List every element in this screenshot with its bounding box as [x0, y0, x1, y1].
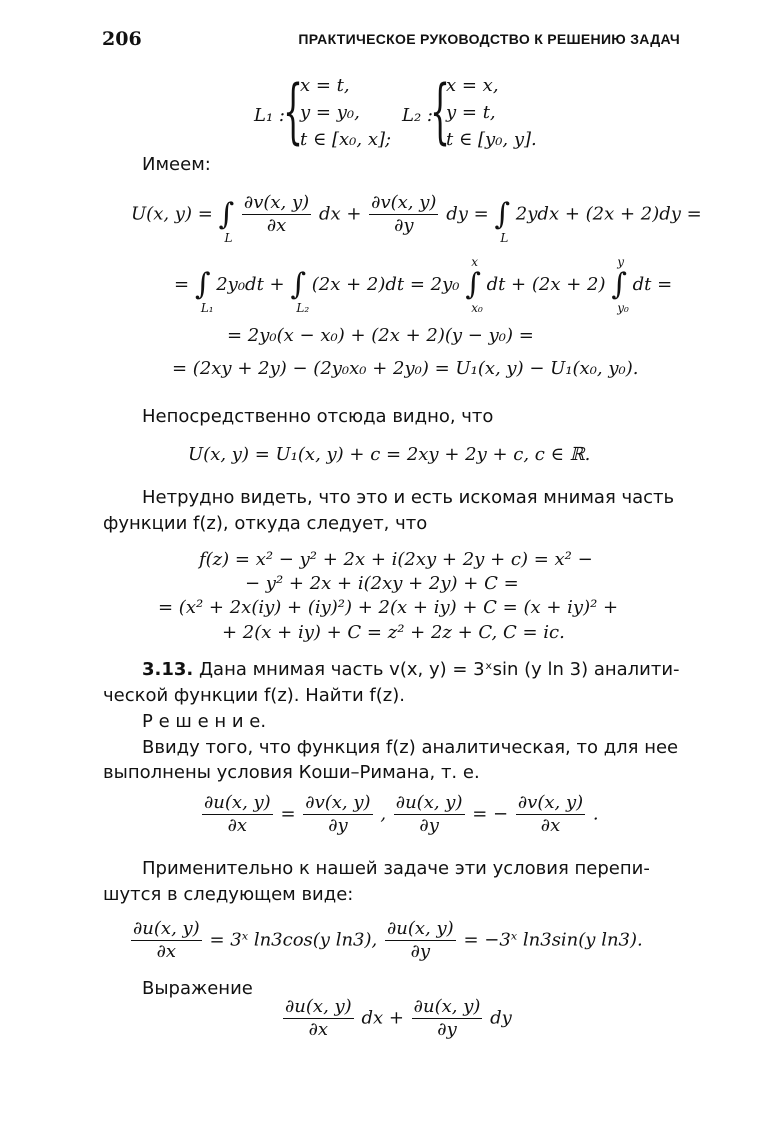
term: .: [592, 803, 599, 825]
denominator: ∂x: [266, 215, 287, 236]
system-l1-line: x = t,: [300, 75, 350, 96]
numerator: ∂v(x, y): [305, 792, 371, 813]
term: = −: [472, 803, 509, 825]
equation-specific-conditions: [129, 918, 643, 963]
system-l2-lines: [446, 72, 537, 153]
equation-line-2: [174, 255, 673, 315]
running-title: ПРАКТИЧЕСКОЕ РУКОВОДСТВО К РЕШЕНИЮ ЗАДАЧ: [298, 31, 680, 47]
integral-upper-limit: y: [617, 255, 625, 269]
text-primenitelno-line-2: шутся в следующем виде:: [103, 884, 354, 905]
equation-cauchy-riemann: [200, 792, 599, 837]
integral-lower-limit: L: [500, 230, 509, 245]
text-reshenie: Р е ш е н и е.: [142, 711, 267, 732]
system-l1-line: t ∈ [x₀, x];: [300, 129, 392, 150]
term: =: [174, 274, 190, 295]
fraction-du-dx: [131, 918, 202, 963]
term: dt + (2x + 2): [486, 274, 606, 295]
term: dx +: [361, 1007, 404, 1029]
term: ,: [380, 803, 387, 825]
system-l2-brace: {: [430, 70, 451, 152]
numerator: ∂u(x, y): [386, 918, 454, 939]
numerator: ∂u(x, y): [133, 918, 200, 939]
equation-u-result: U(x, y) = U₁(x, y) + c = 2xy + 2y + c, c ∈ ℝ.: [188, 444, 591, 465]
term: dy =: [446, 203, 489, 225]
numerator: ∂v(x, y): [371, 192, 437, 213]
denominator: ∂x: [156, 941, 177, 962]
equation-line-3: = 2y₀(x − x₀) + (2x + 2)(y − y₀) =: [227, 325, 534, 346]
fraction-dv-dy: [303, 792, 372, 837]
numerator: ∂u(x, y): [285, 996, 352, 1017]
term: dy: [490, 1007, 512, 1029]
denominator: ∂y: [419, 815, 439, 836]
denominator: ∂y: [410, 941, 431, 962]
numerator: ∂v(x, y): [517, 792, 584, 813]
text-vvidu-line-1: Ввиду того, что функция f(z) аналитическая, то для нее: [142, 737, 679, 758]
system-l1-brace: {: [283, 70, 304, 152]
system-l1-label: L₁ :: [254, 105, 285, 126]
term: = −3ˣ ln3sin(y ln3).: [463, 929, 643, 951]
integral-lower-limit: L: [224, 230, 233, 245]
denominator: ∂x: [540, 815, 561, 836]
fraction-dv-dx: [242, 192, 311, 237]
term: = 3ˣ ln3cos(y ln3),: [209, 929, 378, 951]
integral-lower-limit: L₁: [200, 301, 214, 315]
integral-sign: ∫ x x₀: [465, 255, 483, 315]
integral-lower-limit: L₂: [296, 301, 310, 315]
equation-f-line-1: f(z) = x² − y² + 2x + i(2xy + 2y + c) = x² −: [199, 549, 593, 570]
fraction-du-dx: [202, 792, 273, 837]
problem-line-2: ческой функции f(z). Найти f(z).: [103, 685, 405, 706]
system-l1-line: y = y₀,: [300, 102, 360, 123]
integral-sign: ∫ L₁: [194, 267, 214, 315]
problem-text: Дана мнимая часть v(x, y) = 3ˣsin (y ln 3) аналити-: [198, 659, 680, 680]
text-vvidu-line-2: выполнены условия Коши–Римана, т. е.: [103, 762, 480, 783]
integral-sign: ∫ L: [494, 196, 511, 245]
term: =: [280, 803, 296, 825]
system-l2-label: L₂ :: [402, 105, 433, 126]
denominator: ∂x: [227, 815, 248, 836]
term: dt =: [632, 274, 673, 295]
fraction-dv-dy: [369, 192, 438, 237]
denominator: ∂y: [437, 1019, 457, 1040]
u-lhs: U(x, y) =: [131, 203, 213, 225]
integral-upper-limit: x: [471, 255, 478, 269]
equation-line-4: = (2xy + 2y) − (2y₀x₀ + 2y₀) = U₁(x, y) − U₁(x₀, y₀).: [172, 358, 639, 379]
fraction-du-dy: [385, 918, 456, 963]
fraction-dv-dx: [516, 792, 585, 837]
system-l1-lines: [300, 72, 391, 153]
numerator: ∂v(x, y): [243, 192, 310, 213]
term: (2x + 2)dt = 2y₀: [311, 274, 460, 295]
integral-lower-limit: y₀: [617, 301, 629, 315]
numerator: ∂u(x, y): [395, 792, 463, 813]
problem-line-1: [142, 657, 680, 683]
page-number: 206: [102, 28, 142, 50]
equation-f-line-2: − y² + 2x + i(2xy + 2y) + C =: [245, 573, 519, 594]
text-neposredstvenno: Непосредственно отсюда видно, что: [142, 406, 494, 427]
term: 2ydx + (2x + 2)dy =: [515, 203, 702, 225]
numerator: ∂u(x, y): [413, 996, 481, 1017]
text-primenitelno-line-1: Применительно к нашей задаче эти условия перепи-: [142, 858, 650, 879]
denominator: ∂y: [394, 215, 414, 236]
system-l2-line: t ∈ [y₀, y].: [446, 129, 537, 150]
integral-lower-limit: x₀: [471, 301, 483, 315]
text-vyrazhenie: Выражение: [142, 978, 253, 999]
system-l2-line: y = t,: [446, 102, 496, 123]
numerator: ∂u(x, y): [204, 792, 271, 813]
integral-sign: ∫ y y₀: [611, 255, 629, 315]
integral-sign: ∫ L: [218, 196, 235, 245]
text-netrudno-line-1: Нетрудно видеть, что это и есть искомая мнимая часть: [142, 487, 675, 508]
system-l2-line: x = x,: [446, 75, 499, 96]
fraction-du-dy: [394, 792, 465, 837]
text-netrudno-line-2: функции f(z), откуда следует, что: [103, 513, 428, 534]
problem-number: 3.13.: [142, 659, 194, 680]
fraction-du-dx: [283, 996, 354, 1041]
equation-expression: [281, 996, 512, 1041]
equation-f-line-4: + 2(x + iy) + C = z² + 2z + C, C = ic.: [222, 622, 565, 643]
equation-u-integral: [131, 192, 702, 245]
term: 2y₀dt +: [216, 274, 285, 295]
integral-sign: ∫ L₂: [290, 267, 310, 315]
fraction-du-dy: [412, 996, 483, 1041]
equation-f-line-3: = (x² + 2x(iy) + (iy)²) + 2(x + iy) + C = (x + iy)² +: [158, 597, 619, 618]
denominator: ∂y: [328, 815, 348, 836]
denominator: ∂x: [308, 1019, 329, 1040]
term: dx +: [318, 203, 362, 225]
text-imeem: Имеем:: [142, 154, 211, 175]
